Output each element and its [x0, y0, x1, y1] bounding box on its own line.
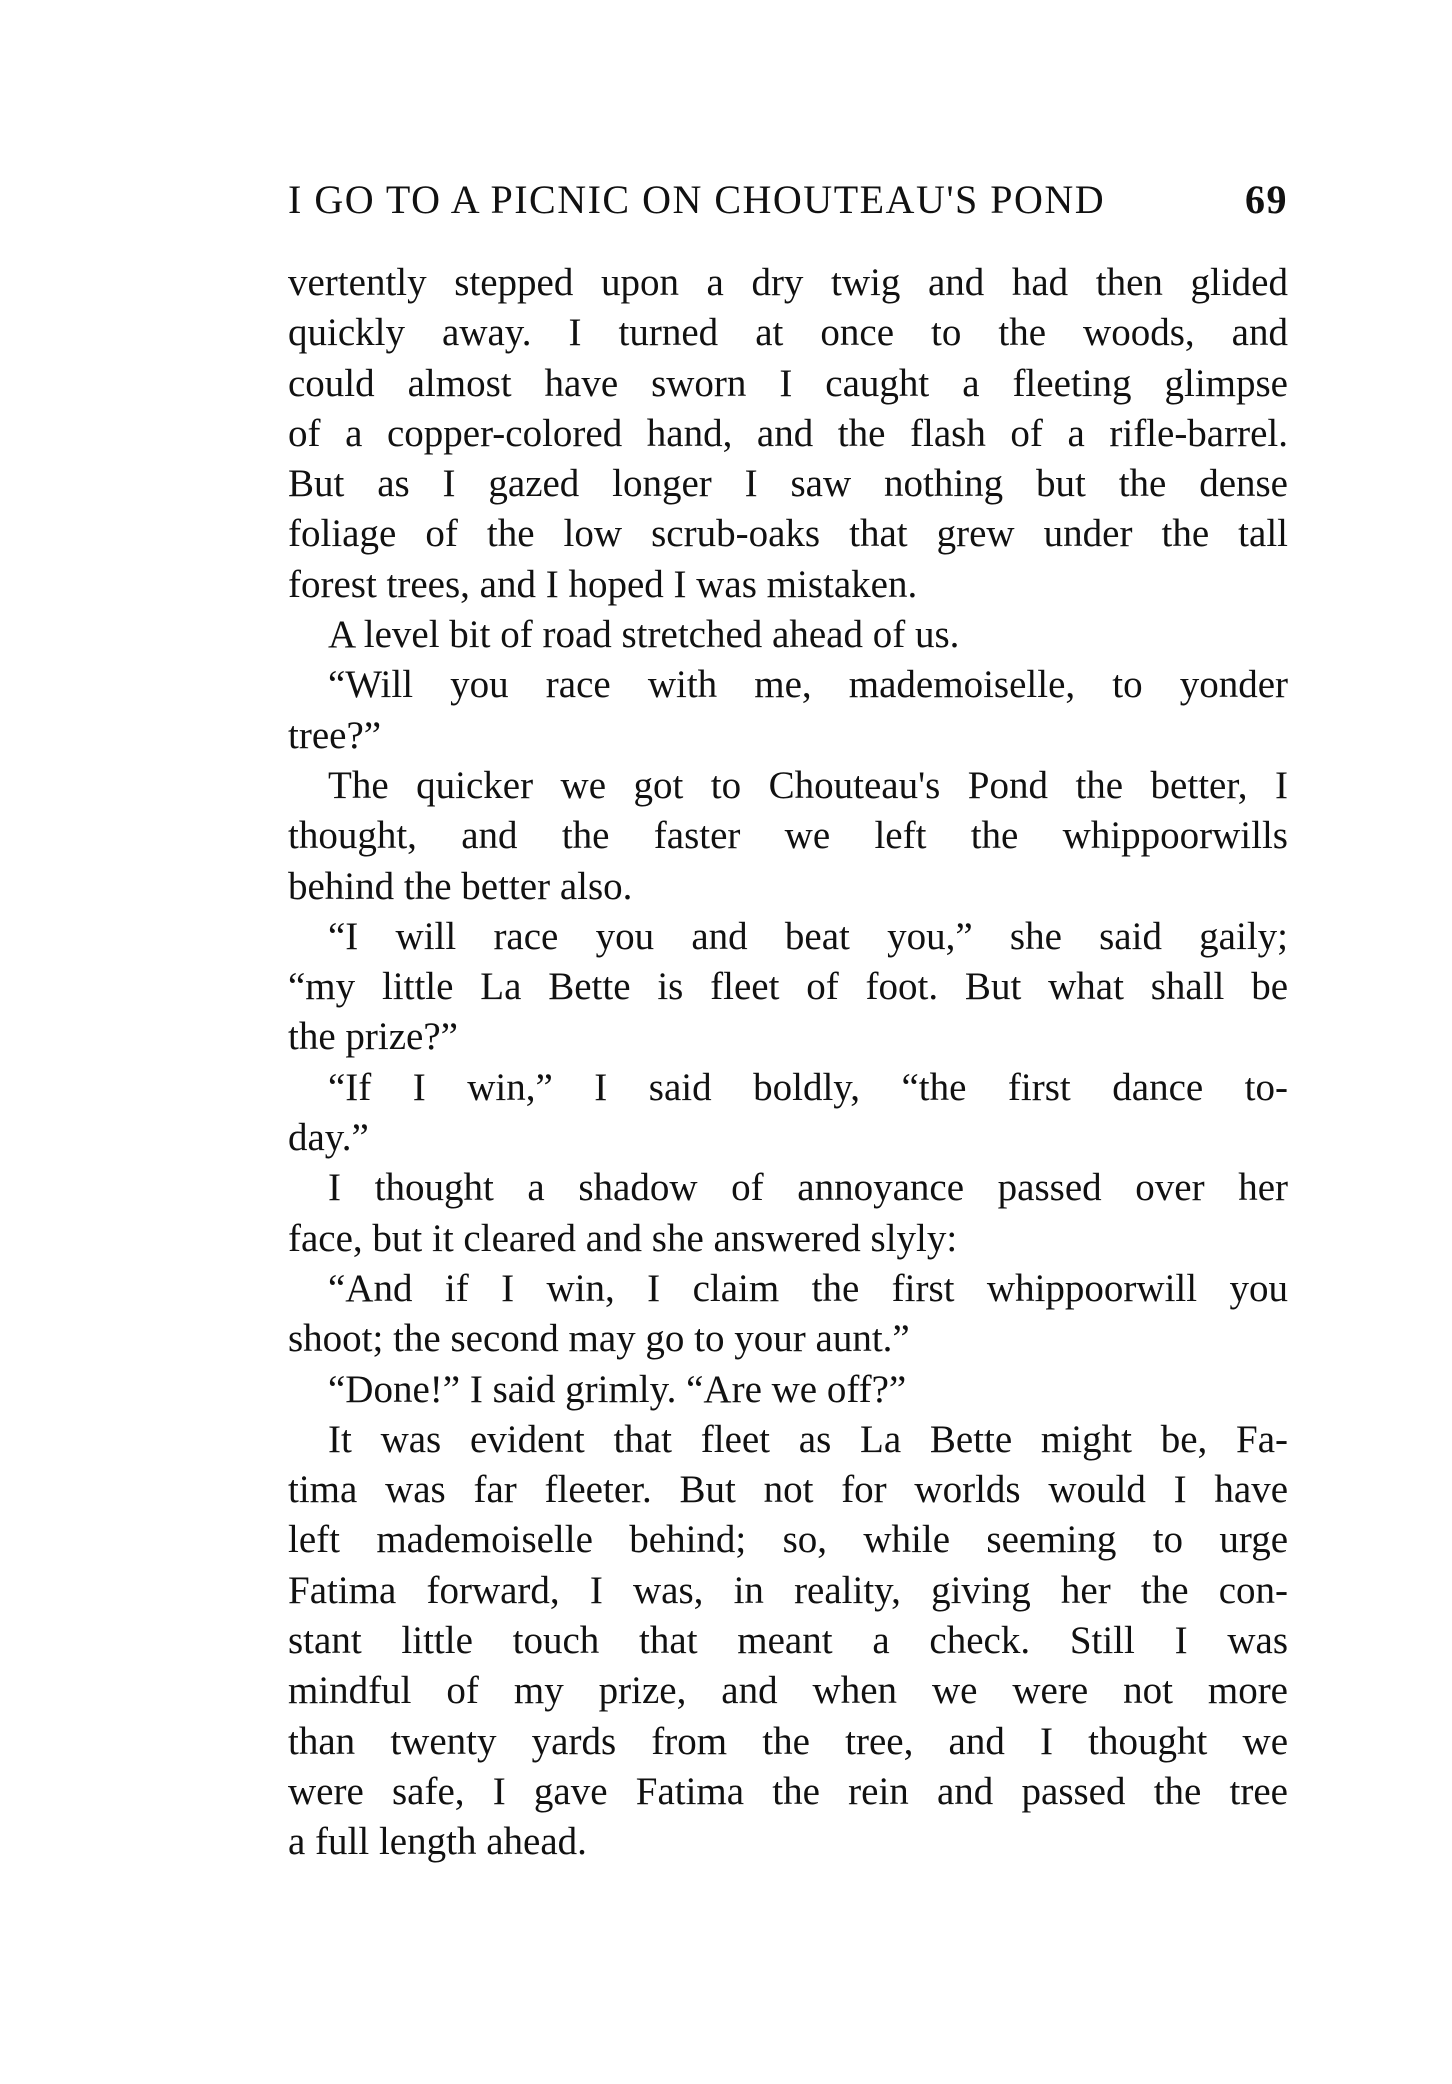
text-line: “my little La Bette is fleet of foot. But what shall be	[288, 965, 1288, 1009]
text-line: tree?”	[288, 713, 382, 757]
text-line: It was evident that fleet as La Bette might be, Fa-	[328, 1417, 1288, 1461]
text-line: face, but it cleared and she answered slyly:	[288, 1216, 958, 1260]
text-line: The quicker we got to Chouteau's Pond the better, I	[328, 763, 1288, 807]
text-line: stant little touch that meant a check. Still I was	[288, 1619, 1288, 1663]
text-line: thought, and the faster we left the whippoorwills	[288, 814, 1288, 858]
text-line: left mademoiselle behind; so, while seeming to urge	[288, 1518, 1288, 1562]
text-line: But as I gazed longer I saw nothing but the dense	[288, 462, 1288, 506]
text-line: tima was far fleeter. But not for worlds would I have	[288, 1468, 1288, 1512]
text-line: shoot; the second may go to your aunt.”	[288, 1317, 910, 1361]
text-line: “If I win,” I said boldly, “the first dance to-	[328, 1065, 1288, 1109]
body-text	[288, 258, 1288, 1868]
text-line: day.”	[288, 1116, 369, 1160]
text-line: I thought a shadow of annoyance passed over her	[328, 1166, 1288, 1210]
text-line: the prize?”	[288, 1015, 458, 1059]
page-number: 69	[1245, 177, 1288, 222]
text-line: forest trees, and I hoped I was mistaken.	[288, 562, 918, 606]
running-head	[288, 176, 1288, 224]
text-line: could almost have sworn I caught a fleeting glimpse	[288, 361, 1288, 405]
text-line: “And if I win, I claim the first whippoorwill you	[328, 1266, 1288, 1310]
text-line: vertently stepped upon a dry twig and had then glided	[288, 261, 1288, 304]
text-line: mindful of my prize, and when we were not more	[288, 1669, 1288, 1713]
text-line: “Done!” I said grimly. “Are we off?”	[328, 1367, 907, 1411]
text-line: of a copper-colored hand, and the flash of a rifle-barrel.	[288, 411, 1288, 455]
text-line: Fatima forward, I was, in reality, giving her the con-	[288, 1568, 1288, 1612]
text-line: were safe, I gave Fatima the rein and passed the tree	[288, 1769, 1288, 1813]
text-line: quickly away. I turned at once to the woods, and	[288, 311, 1288, 355]
text-line: “Will you race with me, mademoiselle, to yonder	[328, 663, 1288, 707]
text-line: A level bit of road stretched ahead of us.	[328, 613, 960, 657]
text-line: a full length ahead.	[288, 1820, 587, 1864]
chapter-title: I GO TO A PICNIC ON CHOUTEAU'S POND	[288, 177, 1106, 222]
text-line: behind the better also.	[288, 864, 633, 908]
text-line: “I will race you and beat you,” she said gaily;	[328, 914, 1288, 958]
text-line: than twenty yards from the tree, and I thought we	[288, 1719, 1288, 1763]
text-line: foliage of the low scrub-oaks that grew under the tall	[288, 512, 1288, 556]
